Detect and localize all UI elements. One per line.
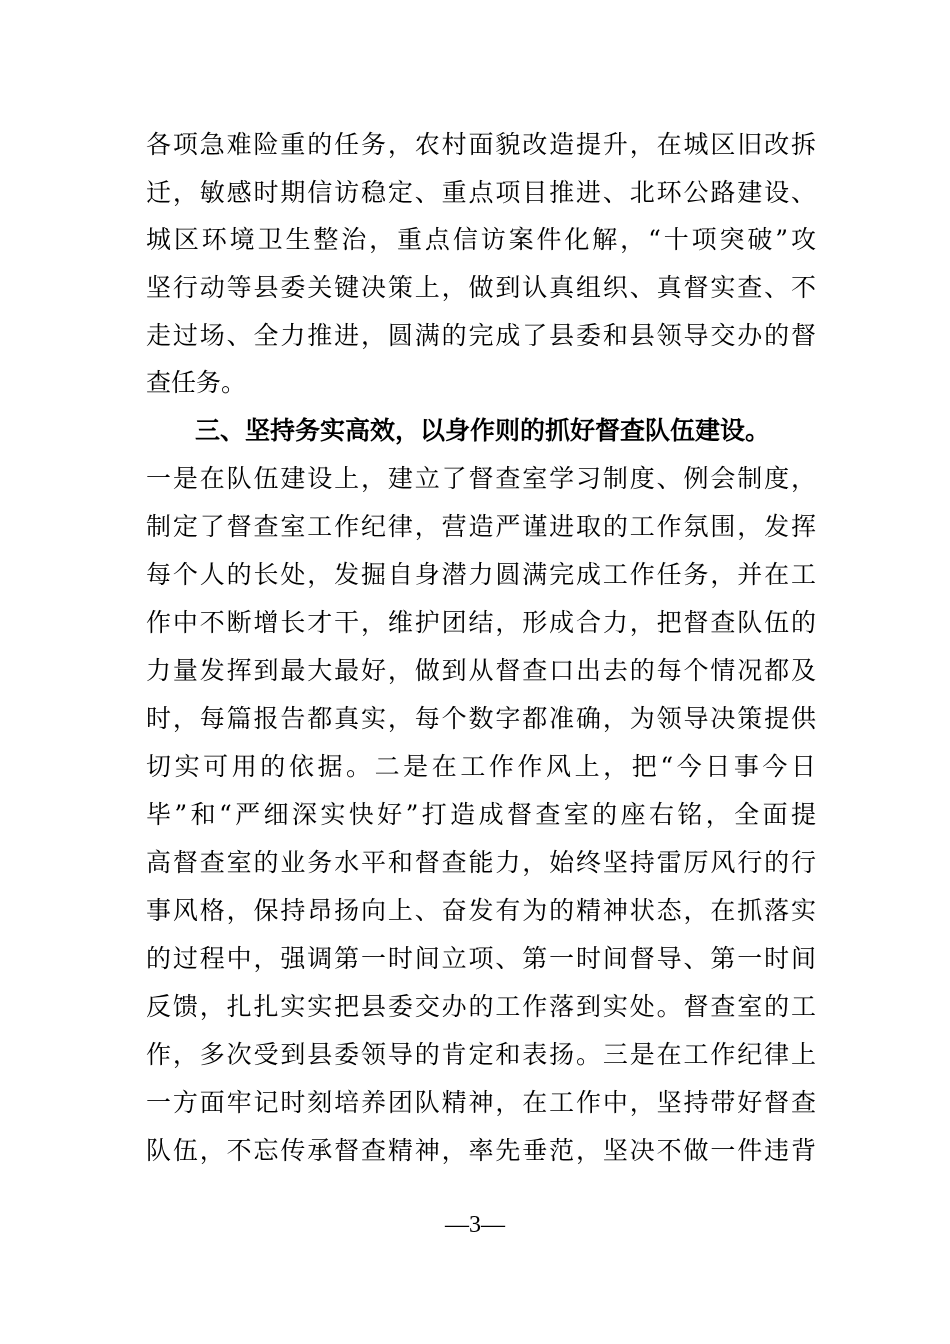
- paragraph-2-line-7: 切实可用的依据。二是在工作作风上，把“今日事今日: [146, 752, 816, 781]
- paragraph-1-line-6: 查任务。: [146, 368, 247, 397]
- paragraph-1-line-3: 城区环境卫生整治，重点信访案件化解，“十项突破”攻: [146, 225, 816, 254]
- paragraph-2-line-15: 队伍，不忘传承督查精神，率先垂范，坚决不做一件违背: [146, 1136, 816, 1165]
- paragraph-2-line-10: 事风格，保持昂扬向上、奋发有为的精神状态，在抓落实: [146, 896, 816, 925]
- section-heading: 三、坚持务实高效，以身作则的抓好督查队伍建设。: [195, 416, 771, 445]
- paragraph-2-line-13: 作，多次受到县委领导的肯定和表扬。三是在工作纪律上: [146, 1040, 816, 1069]
- paragraph-1-line-2: 迁，敏感时期信访稳定、重点项目推进、北环公路建设、: [146, 178, 816, 207]
- paragraph-2-line-5: 力量发挥到最大最好，做到从督查口出去的每个情况都及: [146, 656, 816, 685]
- paragraph-2-line-6: 时，每篇报告都真实，每个数字都准确，为领导决策提供: [146, 704, 816, 733]
- paragraph-1-line-1: 各项急难险重的任务，农村面貌改造提升，在城区旧改拆: [146, 130, 816, 159]
- paragraph-2-line-12: 反馈，扎扎实实把县委交办的工作落到实处。督查室的工: [146, 992, 816, 1021]
- paragraph-2-line-1: 一是在队伍建设上，建立了督查室学习制度、例会制度，: [146, 464, 816, 493]
- paragraph-1-line-5: 走过场、全力推进，圆满的完成了县委和县领导交办的督: [146, 321, 816, 350]
- paragraph-2-line-9: 高督查室的业务水平和督查能力，始终坚持雷厉风行的行: [146, 848, 816, 877]
- paragraph-2-line-14: 一方面牢记时刻培养团队精神，在工作中，坚持带好督查: [146, 1088, 816, 1117]
- paragraph-2-line-11: 的过程中，强调第一时间立项、第一时间督导、第一时间: [146, 944, 816, 973]
- paragraph-2-line-8: 毕”和“严细深实快好”打造成督查室的座右铭，全面提: [146, 800, 816, 829]
- paragraph-2-line-2: 制定了督查室工作纪律，营造严谨进取的工作氛围，发挥: [146, 512, 816, 541]
- paragraph-2-line-4: 作中不断增长才干，维护团结，形成合力，把督查队伍的: [146, 608, 816, 637]
- paragraph-1-line-4: 坚行动等县委关键决策上，做到认真组织、真督实查、不: [146, 273, 816, 302]
- paragraph-2-line-3: 每个人的长处，发掘自身潜力圆满完成工作任务，并在工: [146, 560, 816, 589]
- page-number: —3—: [445, 1212, 505, 1238]
